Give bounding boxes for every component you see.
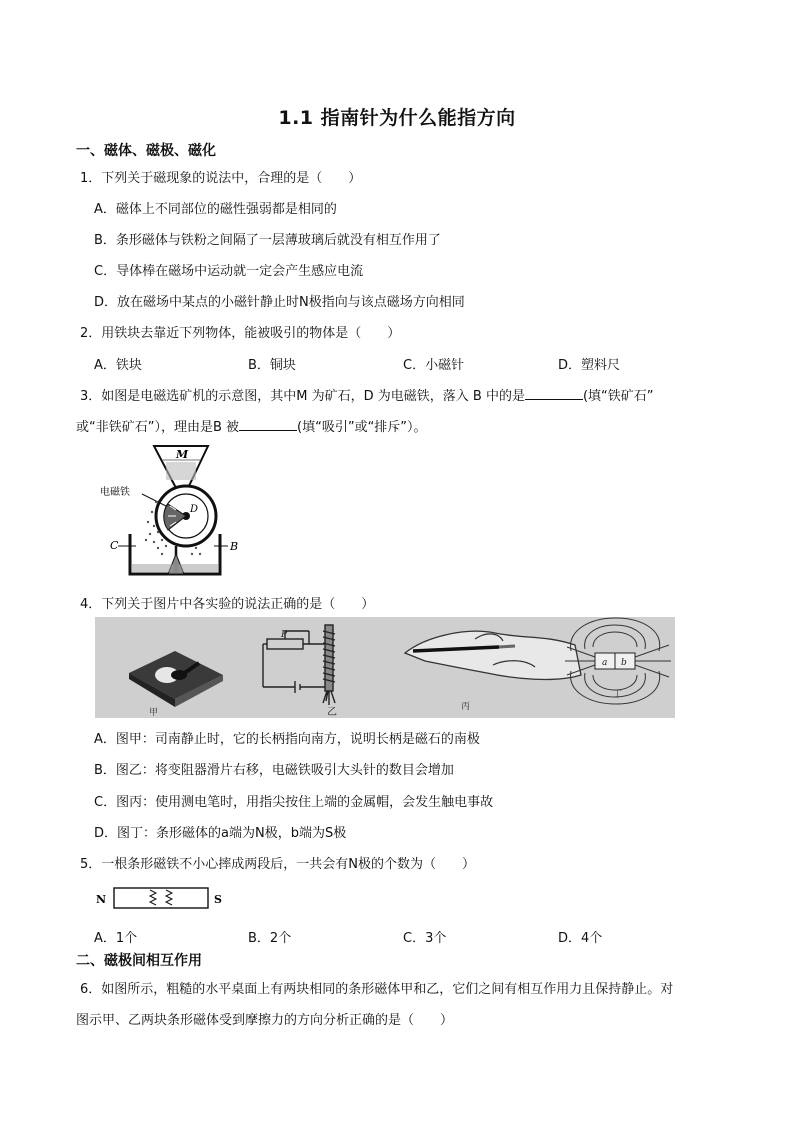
- experiments-figure: [95, 617, 675, 718]
- label-b-end: b: [621, 658, 627, 668]
- q2-option-d: D．塑料尺: [558, 358, 621, 373]
- q1-option-c: C．导体棒在磁场中运动就一定会产生感应电流: [94, 264, 364, 279]
- label-n: N: [96, 893, 107, 906]
- q3-line1: [80, 385, 654, 404]
- page-title: 1.1 指南针为什么能指方向: [278, 107, 516, 129]
- magnet-bar: [114, 888, 208, 908]
- q6-line2: 图示甲、乙两块条形磁体受到摩擦力的方向分析正确的是（ ）: [76, 1013, 454, 1028]
- q5-option-b: B．2个: [248, 931, 292, 946]
- q4-option-d: D．图丁：条形磁体的a端为N极，b端为S极: [94, 826, 347, 841]
- label-ding: 丁: [613, 690, 623, 700]
- label-p: P: [281, 630, 288, 640]
- q5-stem: 5．一根条形磁铁不小心摔成两段后，一共会有N极的个数为（ ）: [80, 857, 475, 872]
- label-b: B: [230, 540, 239, 553]
- q3-line2: [76, 416, 427, 435]
- q5-option-d: D．4个: [558, 931, 603, 946]
- label-bing: 丙: [461, 702, 471, 712]
- section-heading-magnets: 一、磁体、磁极、磁化: [76, 143, 216, 159]
- label-m: M: [176, 448, 189, 461]
- q3-line1-hint: (填“铁矿石”: [582, 389, 654, 404]
- q3-line1-text: 3．如图是电磁选矿机的示意图，其中M 为矿石，D 为电磁铁，落入 B 中的是: [80, 389, 525, 404]
- q4-option-b: B．图乙：将变阻器滑片右移，电磁铁吸引大头针的数目会增加: [94, 763, 454, 778]
- q6-line1: 6．如图所示，粗糙的水平桌面上有两块相同的条形磁体甲和乙，它们之间有相互作用力且保持静止。对: [80, 982, 674, 997]
- q2-option-c: C．小磁针: [403, 358, 465, 373]
- label-a: a: [602, 658, 608, 668]
- q3-line2-text: 或“非铁矿石”），理由是B 被: [76, 420, 240, 435]
- q2-option-b: B．铜块: [248, 358, 296, 373]
- broken-magnet-figure: [94, 884, 234, 912]
- q1-option-b: B．条形磁体与铁粉之间隔了一层薄玻璃后就没有相互作用了: [94, 233, 441, 248]
- label-yi: 乙: [327, 707, 337, 718]
- q1-option-a: A．磁体上不同部位的磁性强弱都是相同的: [94, 202, 337, 217]
- q5-option-c: C．3个: [403, 931, 447, 946]
- q4-option-c: C．图丙：使用测电笔时，用指尖按住上端的金属帽，会发生触电事故: [94, 795, 494, 810]
- label-s: S: [214, 893, 222, 906]
- q5-option-a: A．1个: [94, 931, 138, 946]
- q1-option-d: D．放在磁场中某点的小磁针静止时N极指向与该点磁场方向相同: [94, 295, 465, 310]
- label-electromagnet: 电磁铁: [100, 487, 130, 498]
- label-jia: 甲: [149, 708, 159, 718]
- q2-stem: 2．用铁块去靠近下列物体，能被吸引的物体是（ ）: [80, 326, 401, 341]
- section-heading-interaction: 二、磁极间相互作用: [76, 953, 202, 969]
- q4-stem: 4．下列关于图片中各实验的说法正确的是（ ）: [80, 597, 375, 612]
- q4-option-a: A．图甲：司南静止时，它的长柄指向南方，说明长柄是磁石的南极: [94, 732, 480, 747]
- q2-option-a: A．铁块: [94, 358, 142, 373]
- q3-blank-1[interactable]: [525, 387, 583, 400]
- label-c: C: [110, 539, 119, 552]
- q3-blank-2[interactable]: [239, 418, 297, 431]
- ore-separator-figure: [96, 442, 246, 576]
- label-d: D: [190, 504, 199, 515]
- q3-line2-hint: (填“吸引”或“排斥”）。: [297, 420, 427, 435]
- q1-stem: 1．下列关于磁现象的说法中，合理的是（ ）: [80, 171, 362, 186]
